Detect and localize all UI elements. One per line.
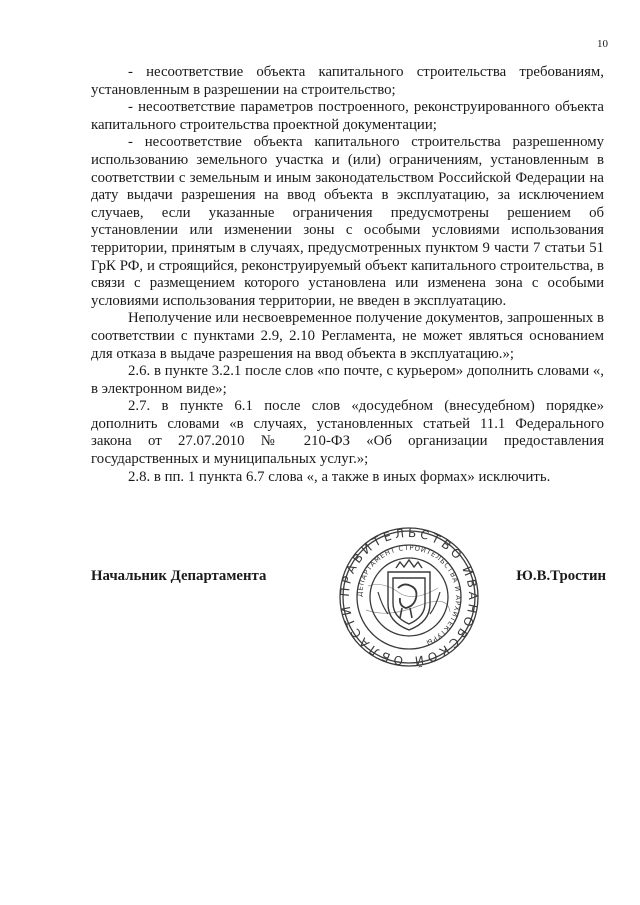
signatory-title: Начальник Департамента [91,568,267,584]
seal-outer-text: ПРАВИТЕЛЬСТВО ИВАНОВСКОЙ ОБЛАСТИ [338,526,480,668]
paragraph-6: 2.7. в пункте 6.1 после слов «досудебном (внесудебном) порядке» дополнить словами «в случаях, установленных статьей 11.1 Федерального закона от 27.07.2010 № 210-ФЗ «Об организации предоставления государственных и муниципальных услуг.»; [91,398,604,468]
paragraph-1: - несоответствие объекта капитального строительства требованиям, установленным в разрешении на строительство; [91,64,604,98]
official-seal-stamp [338,526,480,668]
page-number: 10 [597,38,608,50]
coat-of-arms-emblem [378,560,440,630]
paragraph-4: Неполучение или несвоевременное получение документов, запрошенных в соответствии с пунктами 2.9, 2.10 Регламента, не может являться основанием для отказа в выдаче разрешения на ввод объекта в эксплуатацию.»; [91,310,604,362]
signatory-name: Ю.В.Тростин [516,568,606,584]
paragraph-3: - несоответствие объекта капитального строительства разрешенному использованию земельного участка и (или) ограничениям, установленным в соответствии с земельным и иным законодательством Российской Федерации на дату выдачи разрешения на ввод объекта в эксплуатацию, за исключением случаев, если указанные ограничения предусмотрены решением об установлении или изменении зоны с особыми условиями использования территории, принятым в случаях, предусмотренных пунктом 9 части 7 статьи 51 ГрК РФ, и строящийся, реконструируемый объект капитального строительства, в связи с размещением которого установлена или изменена зона с особыми условиями использования территории, не введен в эксплуатацию. [91,134,604,309]
paragraph-5: 2.6. в пункте 3.2.1 после слов «по почте, с курьером» дополнить словами «, в электронном виде»; [91,363,604,397]
paragraph-7: 2.8. в пп. 1 пункта 6.7 слова «, а также в иных формах» исключить. [128,468,551,485]
document-body [91,64,604,486]
seal-inner-text: ДЕПАРТАМЕНТ СТРОИТЕЛЬСТВА И АРХИТЕКТУРЫ [355,543,463,647]
paragraph-2: - несоответствие параметров построенного, реконструированного объекта капитального строительства проектной документации; [91,99,604,133]
